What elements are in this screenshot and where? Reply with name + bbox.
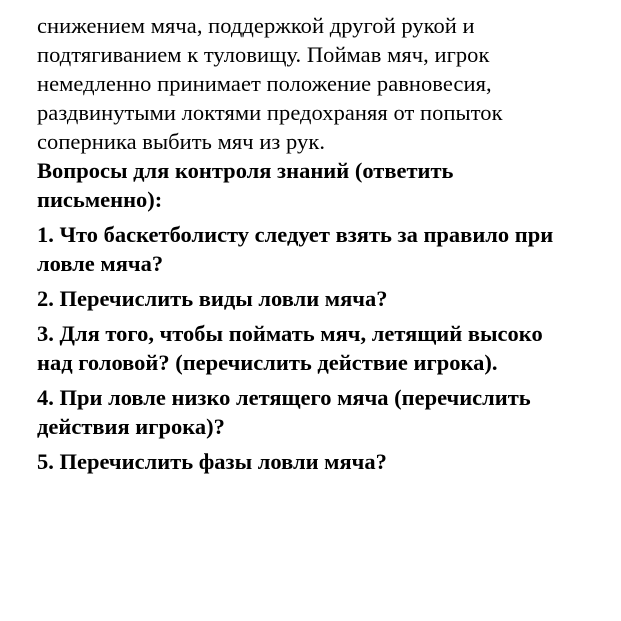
question-4 — [37, 383, 621, 441]
body-line: раздвинутыми локтями предохраняя от попыток — [37, 100, 503, 125]
body-line: подтягиванием к туловищу. Поймав мяч, игрок — [37, 42, 490, 67]
heading-line: Вопросы для контроля знаний (ответить — [37, 158, 454, 183]
question-line: 5. Перечислить фазы ловли мяча? — [37, 449, 387, 474]
question-1 — [37, 220, 621, 278]
question-line: 2. Перечислить виды ловли мяча? — [37, 286, 388, 311]
body-line: соперника выбить мяч из рук. — [37, 129, 325, 154]
question-line: 4. При ловле низко летящего мяча (перечислить — [37, 385, 531, 410]
question-line: ловле мяча? — [37, 251, 164, 276]
question-5 — [37, 447, 621, 476]
heading-line: письменно): — [37, 187, 163, 212]
body-line: немедленно принимает положение равновесия, — [37, 71, 492, 96]
body-line: снижением мяча, поддержкой другой рукой и — [37, 13, 475, 38]
question-line: над головой? (перечислить действие игрока). — [37, 350, 498, 375]
questions-heading — [37, 156, 621, 214]
document-page — [37, 0, 621, 476]
question-line: действия игрока)? — [37, 414, 225, 439]
question-3 — [37, 319, 621, 377]
question-2 — [37, 284, 621, 313]
question-line: 3. Для того, чтобы поймать мяч, летящий высоко — [37, 321, 543, 346]
body-paragraph — [37, 0, 621, 156]
question-line: 1. Что баскетболисту следует взять за правило при — [37, 222, 554, 247]
